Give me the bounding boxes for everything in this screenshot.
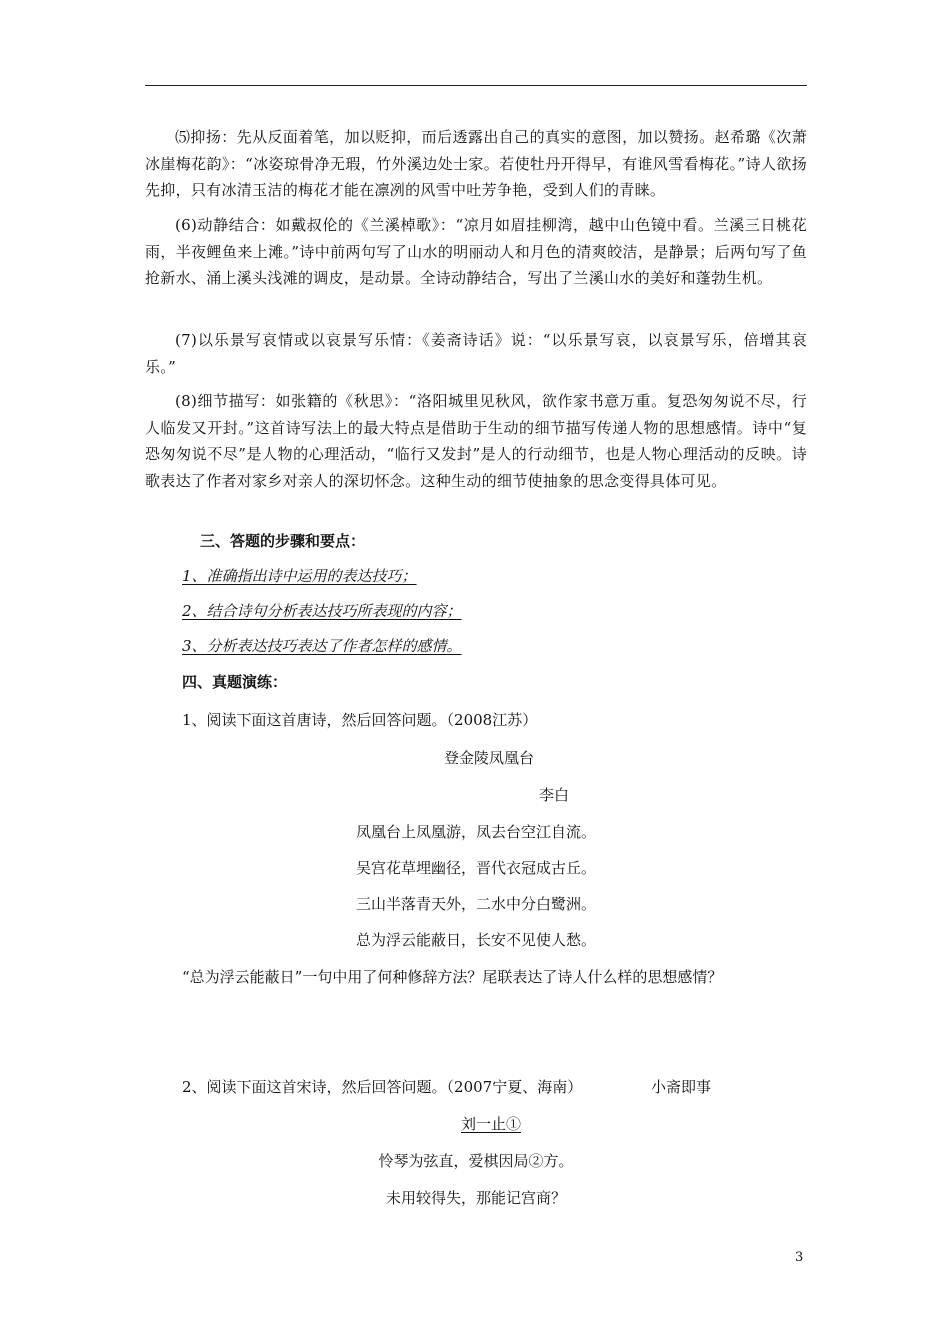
section4-title: 四、真题演练：	[182, 673, 288, 691]
header-rule	[145, 85, 807, 86]
question1-text: “总为浮云能蔽日”一句中用了何种修辞方法？尾联表达了诗人什么样的思想感情？	[182, 968, 723, 986]
poem2-title: 小斋即事	[651, 1078, 712, 1096]
poem2-line: 未用较得失，那能记宫商？	[385, 1189, 566, 1207]
poem2-line: 怜琴为弦直，爱棋因局②方。	[378, 1152, 574, 1170]
poem1-line: 总为浮云能蔽日，长安不见使人愁。	[355, 931, 596, 949]
poem2-author: 刘一止①	[461, 1115, 522, 1133]
poem1-line: 凤凰台上凤凰游，凤去台空江自流。	[355, 823, 596, 841]
paragraph-contrast: ⑸抑扬：先从反面着笔，加以贬抑，而后透露出自己的真实的意图，加以赞扬。赵希璐《次萧冰崖梅花韵》：“冰姿琼骨净无瑕，竹外溪边处士家。若使牡丹开得早，有谁风雪看梅花。”诗人欲扬先抑，只有冰清玉洁的梅花才能在凛冽的风雪中吐芳争艳，受到人们的青睐。	[145, 128, 807, 199]
question1-intro: 1、阅读下面这首唐诗，然后回答问题。（2008江苏）	[182, 711, 538, 729]
step-3: 3、分析表达技巧表达了作者怎样的感情。	[182, 637, 462, 655]
poem1-line: 三山半落青天外，二水中分白鹭洲。	[355, 895, 596, 913]
step-2: 2、结合诗句分析表达技巧所表现的内容；	[182, 602, 462, 620]
paragraph-motion-stillness: (6)动静结合：如戴叔伦的《兰溪棹歌》：“凉月如眉挂柳湾，越中山色镜中看。兰溪三日桃花雨，半夜鲤鱼来上滩。”诗中前两句写了山水的明丽动人和月色的清爽皎洁，是静景；后两句写了鱼抢新水、涌上溪头浅滩的调皮，是动景。全诗动静结合，写出了兰溪山水的美好和蓬勃生机。	[145, 216, 807, 287]
poem1-line: 吴宫花草埋幽径，晋代衣冠成古丘。	[355, 859, 596, 877]
paragraph-joy-sorrow: (7)以乐景写哀情或以哀景写乐情：《姜斋诗话》说：“以乐景写哀，以哀景写乐，倍增其哀乐。”	[145, 331, 807, 376]
poem1-title: 登金陵凤凰台	[444, 749, 535, 767]
paragraph-detail: (8)细节描写：如张籍的《秋思》：“洛阳城里见秋风，欲作家书意万重。复恐匆匆说不尽，行人临发又开封。”这首诗写法上的最大特点是借助于生动的细节描写传递人物的思想感情。诗中“复恐匆匆说不尽”是人物的心理活动，“临行又发封”是人的行动细节，也是人物心理活动的反映。诗歌表达了作者对家乡对亲人的深切怀念。这种生动的细节使抽象的思念变得具体可见。	[145, 392, 807, 490]
page-number: 3	[795, 1250, 804, 1265]
step-1: 1、准确指出诗中运用的表达技巧；	[182, 567, 417, 585]
poem1-author: 李白	[539, 786, 570, 804]
question2-intro: 2、阅读下面这首宋诗，然后回答问题。（2007宁夏、海南）	[182, 1078, 583, 1096]
section3-title: 三、答题的步骤和要点：	[200, 532, 366, 550]
